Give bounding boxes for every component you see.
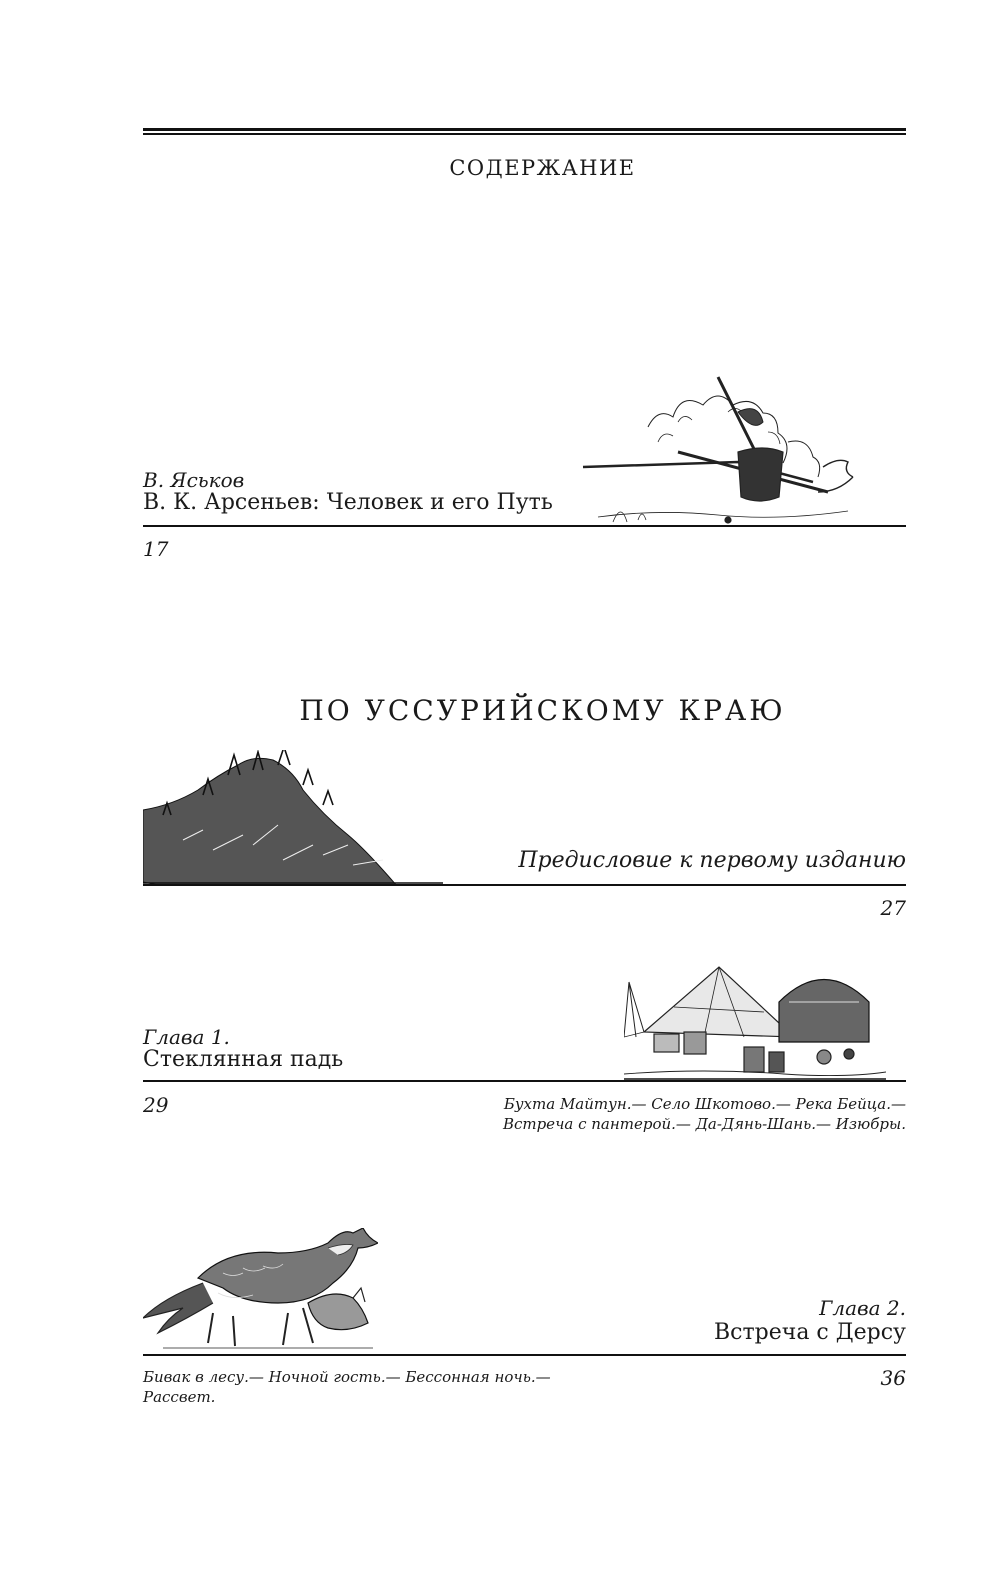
header-double-rule <box>143 128 906 135</box>
page-title: СОДЕРЖАНИЕ <box>449 156 636 180</box>
entry-author: В. Яськов <box>143 468 245 492</box>
chapter-1-summary-line-2: Встреча с пантерой.— Да-Дянь-Шань.— Изюбры. <box>502 1115 906 1133</box>
chapter-1-label: Глава 1. <box>143 1025 230 1049</box>
entry-rule <box>143 525 906 527</box>
part-title: ПО УССУРИЙСКОМУ КРАЮ <box>299 694 786 727</box>
chapter-2-page-number: 36 <box>880 1366 906 1390</box>
chapter-1-rule <box>143 1080 906 1082</box>
entry-title: В. К. Арсеньев: Человек и его Путь <box>143 490 553 515</box>
chapter-1-title: Стеклянная падь <box>143 1047 344 1072</box>
camp-tents-engraving <box>624 962 886 1080</box>
chapter-2-label: Глава 2. <box>819 1296 906 1320</box>
chapter-2-summary-line-1: Бивак в лесу.— Ночной гость.— Бессонная ночь.— <box>143 1368 551 1386</box>
chapter-1-page-number: 29 <box>143 1093 169 1117</box>
chapter-1-summary-line-1: Бухта Майтун.— Село Шкотово.— Река Бейца.— <box>503 1095 906 1113</box>
chapter-2-rule <box>143 1354 906 1356</box>
forest-hill-engraving <box>143 750 443 885</box>
weapons-engraving <box>578 372 878 527</box>
preface-rule <box>143 884 906 886</box>
chapter-2-summary-line-2: Рассвет. <box>143 1388 216 1406</box>
preface-title: Предисловие к первому изданию <box>518 848 906 873</box>
chapter-2-title: Встреча с Дерсу <box>714 1320 906 1345</box>
preface-page-number: 27 <box>880 896 906 920</box>
entry-page-number: 17 <box>143 537 169 561</box>
foxes-engraving <box>143 1228 378 1353</box>
